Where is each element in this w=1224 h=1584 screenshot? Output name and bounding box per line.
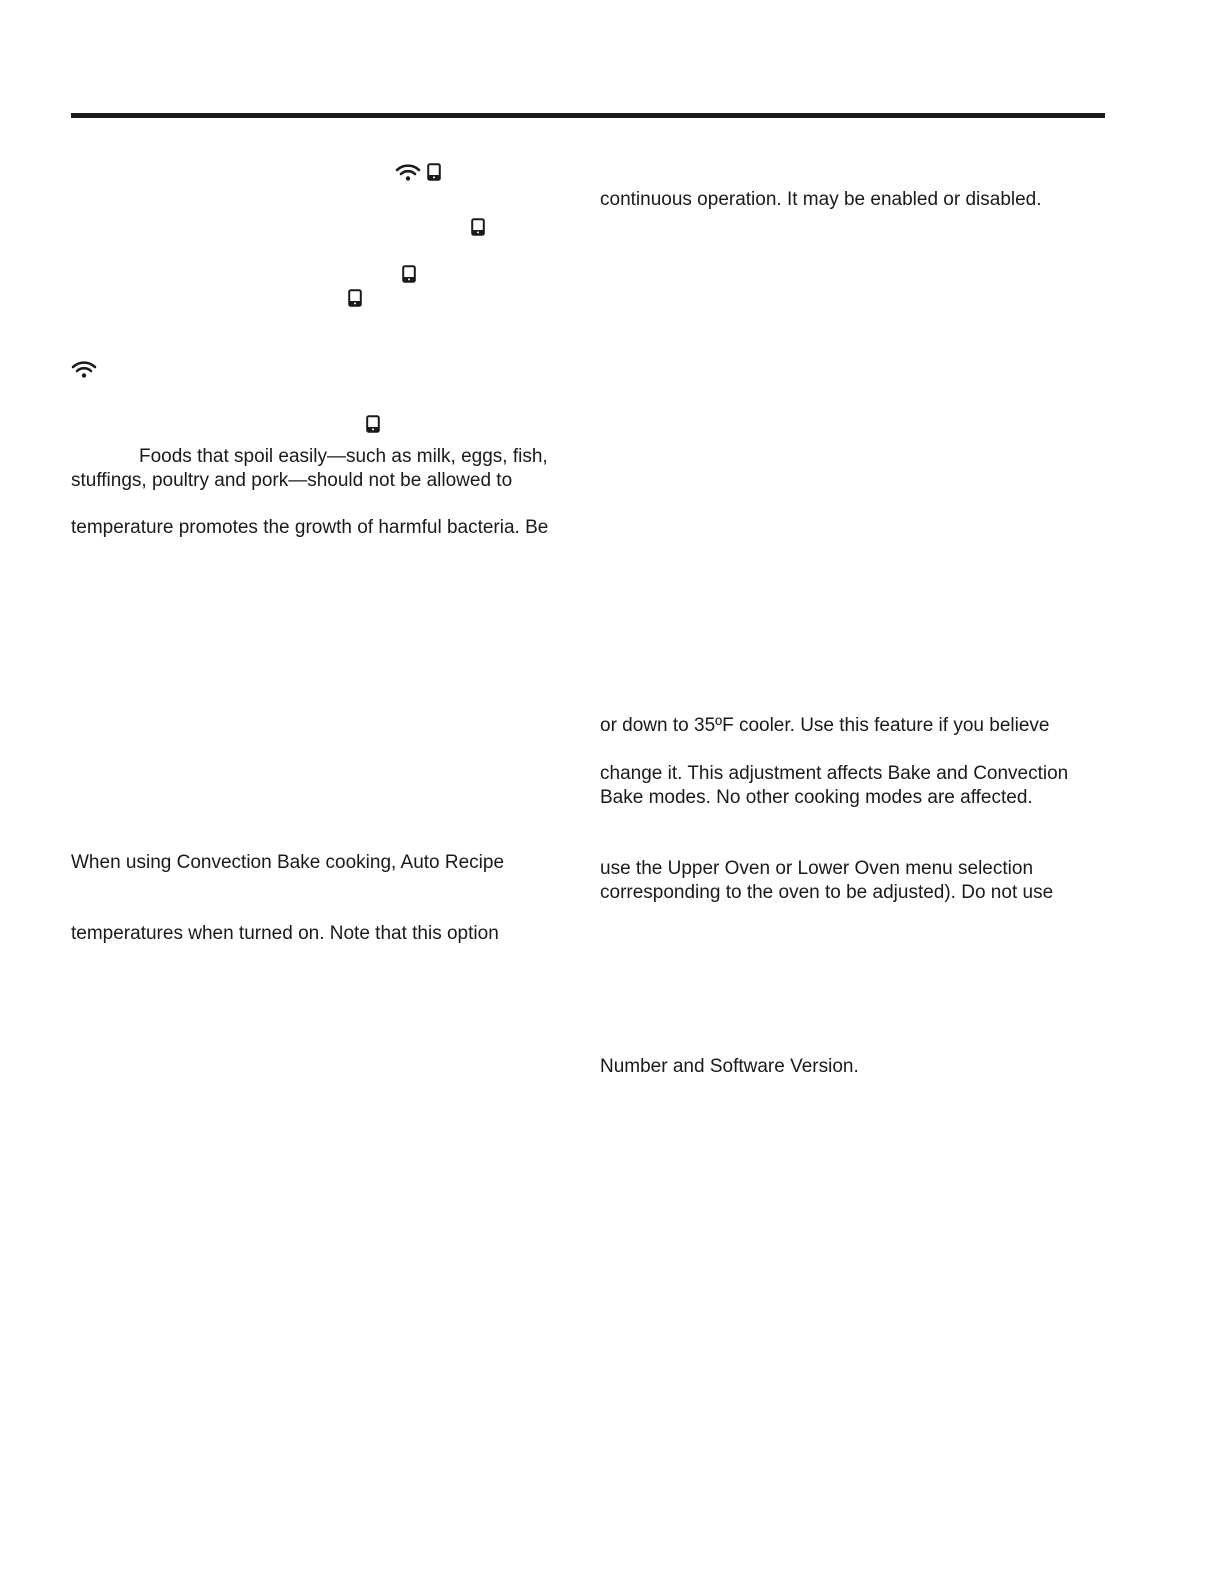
- operation-line-1: continuous operation. It may be enabled or disabled.: [600, 189, 1042, 210]
- oven-select-line-1: use the Upper Oven or Lower Oven menu selection: [600, 858, 1034, 879]
- smartphone-icon: [402, 265, 416, 283]
- smartphone-icon: [366, 415, 380, 433]
- food-safety-line-1: Foods that spoil easily—such as milk, eggs, fish,: [139, 446, 548, 467]
- temp-adjust-line-3: Bake modes. No other cooking modes are affected.: [600, 787, 1033, 808]
- temp-adjust-line-1: or down to 35ºF cooler. Use this feature if you believe: [600, 715, 1050, 736]
- temp-adjust-line-2: change it. This adjustment affects Bake and Convection: [600, 763, 1069, 784]
- oven-select-line-2: corresponding to the oven to be adjusted). Do not use: [600, 882, 1054, 903]
- header-rule: [71, 113, 1105, 118]
- smartphone-icon: [471, 218, 485, 236]
- smartphone-icon: [427, 163, 441, 181]
- smartphone-icon: [348, 289, 362, 307]
- auto-recipe-line-1: When using Convection Bake cooking, Auto Recipe: [71, 852, 505, 873]
- food-safety-line-2: stuffings, poultry and pork—should not be allowed to: [71, 470, 513, 491]
- wifi-icon: [395, 163, 421, 181]
- wifi-icon: [71, 360, 97, 378]
- info-line-1: Number and Software Version.: [600, 1056, 859, 1077]
- auto-recipe-line-2: temperatures when turned on. Note that this option: [71, 923, 499, 944]
- food-safety-line-3: temperature promotes the growth of harmful bacteria. Be: [71, 517, 549, 538]
